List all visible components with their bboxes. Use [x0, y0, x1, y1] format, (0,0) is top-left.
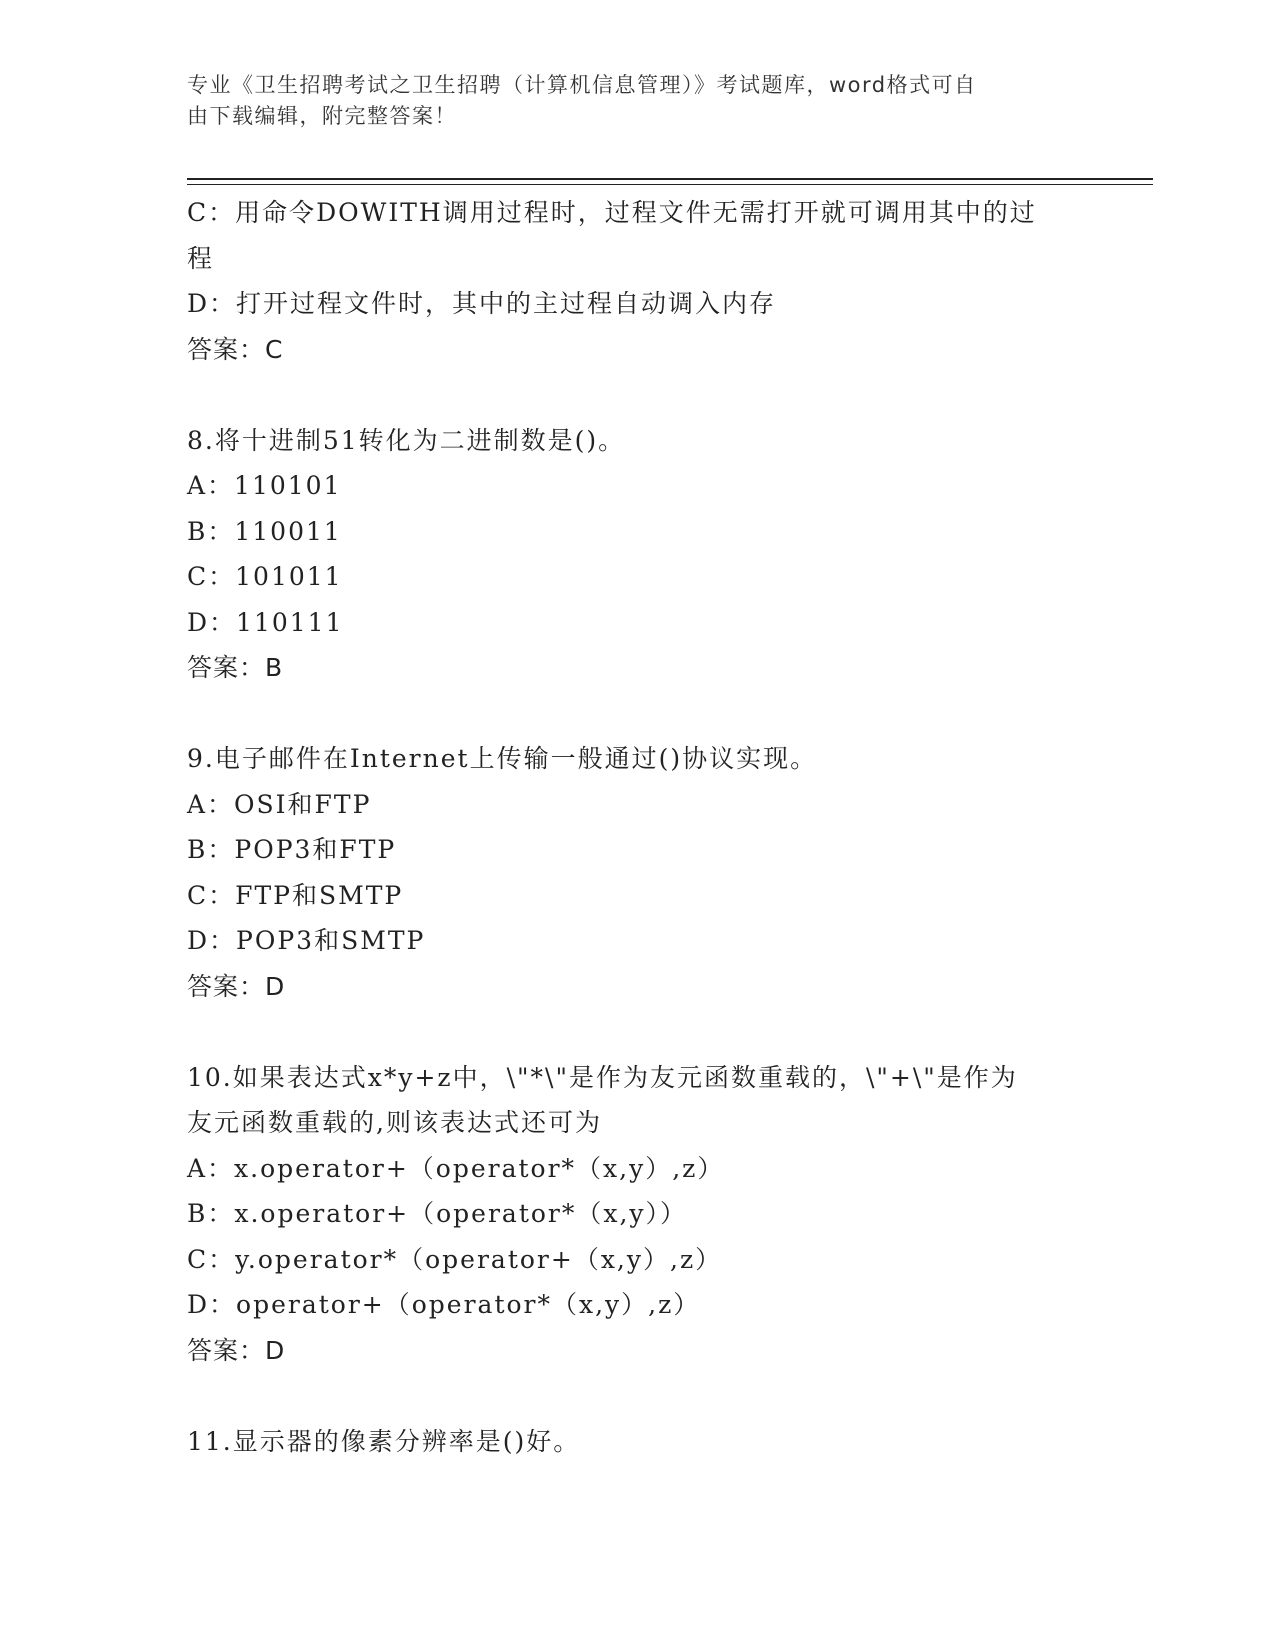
question-stem: 10.如果表达式x*y+z中，\"*\"是作为友元函数重载的，\"+\"是作为 — [187, 1062, 1018, 1092]
question-stem-continued: 友元函数重载的,则该表达式还可为 — [187, 1108, 602, 1137]
spacer — [187, 1009, 1087, 1055]
header-line-1: 专业《卫生招聘考试之卫生招聘（计算机信息管理）》考试题库，word格式可自 — [187, 73, 977, 97]
question-block-9 — [187, 736, 1087, 1009]
option-c: C：用命令DOWITH调用过程时，过程文件无需打开就可调用其中的过 — [187, 198, 1037, 227]
option-a: A：OSI和FTP — [187, 789, 372, 819]
question-block-7 — [187, 190, 1087, 372]
spacer — [187, 372, 1087, 418]
header-divider-thick — [187, 178, 1153, 180]
option-a: A：110101 — [187, 471, 342, 500]
question-block-11 — [187, 1419, 1087, 1465]
option-c: C：101011 — [187, 562, 343, 591]
option-c-continued: 程 — [187, 243, 215, 273]
option-b: B：110011 — [187, 516, 342, 546]
answer-label: 答案：D — [187, 1335, 286, 1365]
option-b: B：x.operator+（operator*（x,y）） — [187, 1199, 688, 1228]
question-block-8 — [187, 418, 1087, 691]
answer-label: 答案：C — [187, 334, 284, 364]
answer-label: 答案：D — [187, 971, 286, 1001]
option-c: C：y.operator*（operator+（x,y）,z） — [187, 1244, 723, 1274]
option-c: C：FTP和SMTP — [187, 880, 404, 910]
option-d: D：operator+（operator*（x,y）,z） — [187, 1290, 701, 1319]
question-stem: 11.显示器的像素分辨率是()好。 — [187, 1426, 581, 1456]
question-stem: 8.将十进制51转化为二进制数是()。 — [187, 425, 626, 455]
question-list — [187, 190, 1087, 1464]
question-stem: 9.电子邮件在Internet上传输一般通过()协议实现。 — [187, 744, 818, 773]
header-divider-thin — [187, 184, 1153, 185]
answer-label: 答案：B — [187, 653, 284, 682]
spacer — [187, 691, 1087, 737]
option-d: D：POP3和SMTP — [187, 926, 426, 955]
option-a: A：x.operator+（operator*（x,y）,z） — [187, 1153, 725, 1183]
option-b: B：POP3和FTP — [187, 835, 397, 864]
spacer — [187, 1373, 1087, 1419]
option-d: D：打开过程文件时，其中的主过程自动调入内存 — [187, 289, 777, 318]
document-header — [187, 70, 1087, 132]
header-line-2: 由下载编辑，附完整答案！ — [187, 104, 457, 128]
option-d: D：110111 — [187, 607, 344, 637]
question-block-10 — [187, 1055, 1087, 1374]
